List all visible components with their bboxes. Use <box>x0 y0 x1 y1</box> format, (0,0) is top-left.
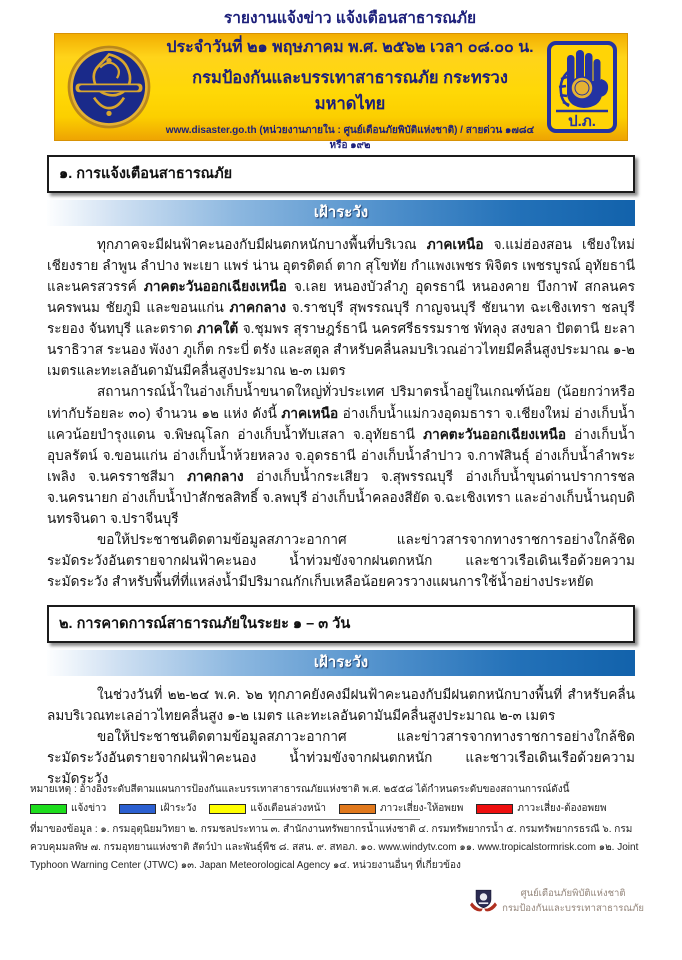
legend-label: ภาวะเสี่ยง-ต้องอพยพ <box>517 803 607 814</box>
footer-note: หมายเหตุ : อ้างอิงระดับสีตามแผนการป้องกันและบรรเทาสาธารณภัยแห่งชาติ พ.ศ. ๒๕๕๘ ได้กำหนดระดับของสถานการณ์ดังนี้ <box>30 784 570 795</box>
section-2-paragraph: ในช่วงวันที่ ๒๒-๒๔ พ.ค. ๖๒ ทุกภาคยังคงมีฝนฟ้าคะนองกับมีฝนตกหนักบางพื้นที่ สำหรับคลื่นลมบริเวณทะเลอ่าวไทยคลื่นสูง ๑-๒ เมตร และทะเลอันดามันมีคลื่นสูงประมาณ ๒-๓ เมตร <box>47 687 635 724</box>
header-banner <box>54 9 628 151</box>
data-sources-line: ที่มาของข้อมูล : ๑. กรมอุตุนิยมวิทยา ๒. กรมชลประทาน ๓. สำนักงานทรัพยากรน้ำแห่งชาติ ๔. กรมทรัพยากรน้ำ ๕. กรมทรัพยากรธรณี ๖. กรมควบคุมมลพิษ ๗. กรมอุทยานแห่งชาติ สัตว์ป่า และพันธุ์พืช ๘. สสน. ๙. สทอภ. ๑๐. www.windytv.com ๑๑. www.tropicalstormrisk.com ๑๒. Joint Typhoon Warning Center (JTWC) ๑๓. Japan Meteorological Agency ๑๔. หน่วยงานอื่นๆ ที่เกี่ยวข้อง <box>30 824 639 871</box>
org-name-line2: กรมป้องกันและบรรเทาสาธารณภัย <box>502 902 644 914</box>
ddpm-hand-logo-icon <box>547 41 617 133</box>
website-hotline-line: www.disaster.go.th (หน่วยงานภายใน : ศูนย์เตือนภัยพิบัติแห่งชาติ) / สายด่วน ๑๗๘๔ หรือ ๑๙๒ <box>165 124 535 151</box>
legend-item <box>30 801 106 816</box>
section-2-status-banner: เฝ้าระวัง <box>47 650 635 676</box>
legend-color-orange <box>339 804 376 814</box>
legend-color-yellow <box>209 804 246 814</box>
section-1-paragraph: ทุกภาคจะมีฝนฟ้าคะนองกับมีฝนตกหนักบางพื้นที่บริเวณ ภาคเหนือ จ.แม่ฮ่องสอน เชียงใหม่ เชียงราย ลำพูน ลำปาง พะเยา แพร่ น่าน อุตรดิตถ์ ตาก สุโขทัย กำแพงเพชร พิจิตร เพชรบูรณ์ อุทัยธานี และนครสวรรค์ ภาคตะวันออกเฉียงเหนือ จ.เลย หนองบัวลำภู อุดรธานี หนองคาย บึงกาฬ สกลนคร นครพนม ชัยภูมิ และขอนแก่น ภาคกลาง จ.ราชบุรี สุพรรณบุรี กาญจนบุรี ชัยนาท ฉะเชิงเทรา ชลบุรี ระยอง จันทบุรี และตราด ภาคใต้ จ.ชุมพร สุราษฎร์ธานี นครศรีธรรมราช พัทลุง สงขลา ปัตตานี ยะลา นราธิวาส ระนอง พังงา ภูเก็ต กระบี่ ตรัง และสตูล สำหรับคลื่นลมบริเวณอ่าวไทยมีคลื่นสูงประมาณ ๑-๒ เมตรและทะเลอันดามันมีคลื่นสูงประมาณ ๒-๓ เมตร <box>47 237 635 379</box>
section-2-title: ๒. การคาดการณ์สาธารณภัยในระยะ ๑ – ๓ วัน <box>47 605 635 643</box>
section-1-status-banner: เฝ้าระวัง <box>47 200 635 226</box>
footer-block <box>30 782 654 875</box>
legend-color-green <box>30 804 67 814</box>
section-2-paragraph: ขอให้ประชาชนติดตามข้อมูลสภาวะอากาศ และข่าวสารจากทางราชการอย่างใกล้ชิด ระมัดระวังอันตรายจากฝนฟ้าคะนอง น้ำท่วมขังจากฝนตกหนัก และชาวเรือเดินเรือด้วยความระมัดระวัง <box>47 729 635 787</box>
ndwc-crest-icon <box>470 888 497 914</box>
legend-label: แจ้งเตือนล่วงหน้า <box>250 803 327 814</box>
legend-item <box>339 801 463 816</box>
legend-item <box>209 801 326 816</box>
ndwc-signature-block <box>470 887 644 916</box>
legend-label: ภาวะเสี่ยง-ให้อพยพ <box>380 803 464 814</box>
org-text <box>502 887 644 916</box>
section-1-paragraph: ขอให้ประชาชนติดตามข้อมูลสภาวะอากาศ และข่าวสารจากทางราชการอย่างใกล้ชิด ระมัดระวังอันตรายจากฝนฟ้าคะนอง น้ำท่วมขังจากฝนตกหนัก และชาวเรือเดินเรือด้วยความระมัดระวัง สำหรับพื้นที่ที่แหล่งน้ำมีปริมาณกักเก็บเหลือน้อยควรวางแผนการใช้น้ำอย่างประหยัด <box>47 531 635 589</box>
ministry-of-interior-seal-icon <box>65 43 153 131</box>
org-name-line1: ศูนย์เตือนภัยพิบัติแห่งชาติ <box>520 888 626 899</box>
report-title: รายงานแจ้งข่าว แจ้งเตือนสาธารณภัย <box>223 9 477 27</box>
legend-label: เฝ้าระวัง <box>160 803 197 814</box>
section-1-paragraph: สถานการณ์น้ำในอ่างเก็บน้ำขนาดใหญ่ทั่วประเทศ ปริมาตรน้ำอยู่ในเกณฑ์น้อย (น้อยกว่าหรือเท่ากับร้อยละ ๓๐) จำนวน ๑๒ แห่ง ดังนี้ ภาคเหนือ อ่างเก็บน้ำแม่กวงอุดมธารา จ.เชียงใหม่ อ่างเก็บน้ำแควน้อยบำรุงแดน จ.พิษณุโลก อ่างเก็บน้ำทับเสลา จ.อุทัยธานี ภาคตะวันออกเฉียงเหนือ อ่างเก็บน้ำอุบลรัตน์ จ.ขอนแก่น อ่างเก็บน้ำห้วยหลวง จ.อุดรธานี อ่างเก็บน้ำลำปาว จ.กาฬสินธุ์ อ่างเก็บน้ำลำพระเพลิง จ.นครราชสีมา ภาคกลาง อ่างเก็บน้ำกระเสียว จ.สุพรรณบุรี อ่างเก็บน้ำขุนด่านปราการชล จ.นครนายก อ่างเก็บน้ำป่าสักชลสิทธิ์ จ.ลพบุรี อ่างเก็บน้ำคลองสียัด จ.ฉะเชิงเทรา และอ่างเก็บน้ำนฤบดินทรจินดา จ.ปราจีนบุรี <box>47 384 635 526</box>
ddpm-abbrev-label: ป.ภ. <box>568 113 596 130</box>
report-date: ประจำวันที่ ๒๑ พฤษภาคม พ.ศ. ๒๕๖๒ เวลา ๐๘.๐๐ น. <box>166 38 534 56</box>
report-body <box>47 155 635 820</box>
legend-item <box>476 801 606 816</box>
section-1-title: ๑. การแจ้งเตือนสาธารณภัย <box>47 155 635 193</box>
department-name: กรมป้องกันและบรรเทาสาธารณภัย กระทรวงมหาดไทย <box>192 68 508 113</box>
legend-label: แจ้งข่าว <box>71 803 107 814</box>
legend-item <box>119 801 196 816</box>
alert-level-legend <box>30 801 654 816</box>
header-text-block <box>153 3 547 172</box>
legend-color-blue <box>119 804 156 814</box>
legend-color-red <box>476 804 513 814</box>
